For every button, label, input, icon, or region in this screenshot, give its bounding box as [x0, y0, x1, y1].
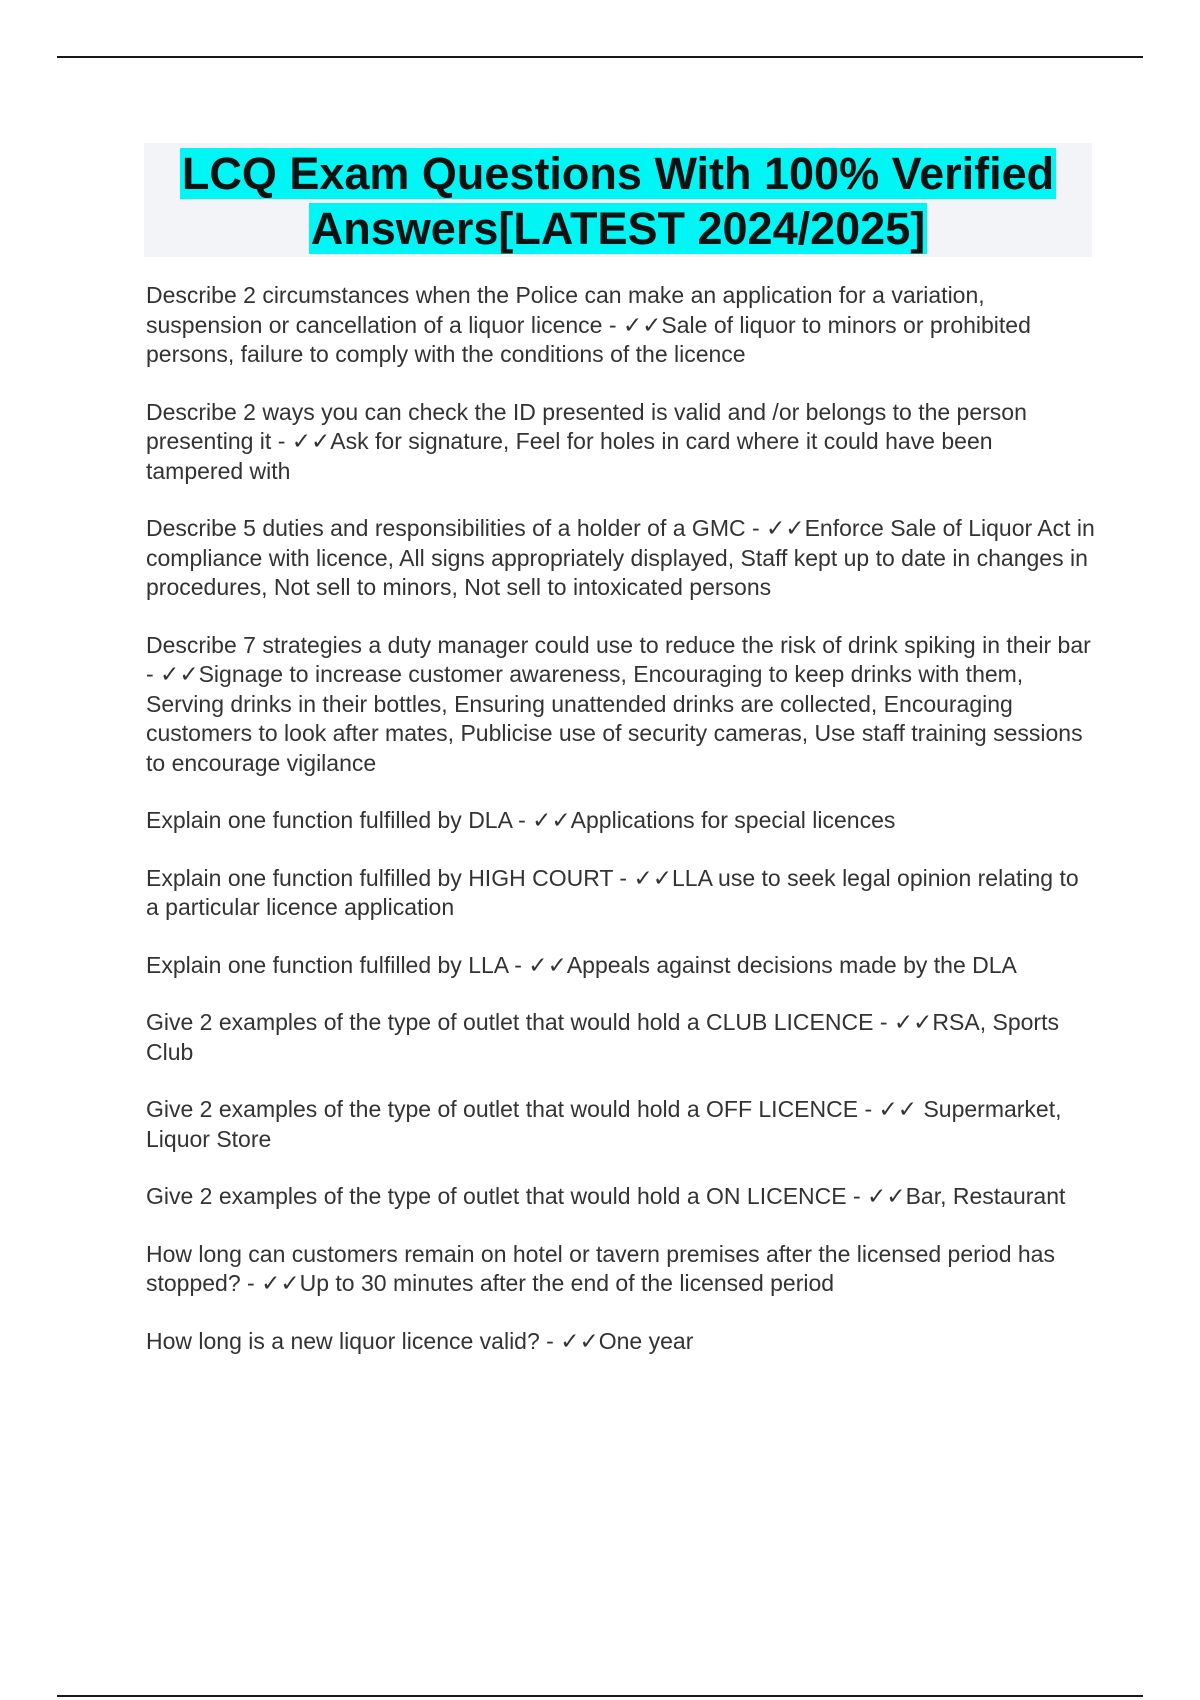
qa-item: How long can customers remain on hotel or tavern premises after the licensed period has stopped? - ✓✓Up to 30 minutes after the end of the licensed period	[146, 1240, 1055, 1296]
title-line-1: LCQ Exam Questions With 100% Verified	[181, 148, 1055, 199]
qa-item: Explain one function fulfilled by LLA - ✓✓Appeals against decisions made by the DLA	[146, 951, 1017, 978]
qa-item: Describe 2 circumstances when the Police can make an application for a variation, suspension or cancellation of a liquor licence - ✓✓Sale of liquor to minors or prohibited persons, failure to comply with the conditions of the licence	[146, 282, 1031, 367]
qa-item: Describe 7 strategies a duty manager could use to reduce the risk of drink spiking in their bar - ✓✓Signage to increase customer awareness, Encouraging to keep drinks with them, Serving drinks in their bottles, Ensuring unattended drinks are collected, Encouraging customers to look after mates, Publicise use of security cameras, Use staff training sessions to encourage vigilance	[146, 631, 1091, 776]
qa-item: Give 2 examples of the type of outlet that would hold a OFF LICENCE - ✓✓ Supermarket, Liquor Store	[146, 1096, 1062, 1152]
qa-item: How long is a new liquor licence valid? - ✓✓One year	[146, 1327, 694, 1354]
title-line-2: Answers[LATEST 2024/2025]	[310, 203, 926, 254]
page-title	[144, 143, 1092, 256]
qa-item: Explain one function fulfilled by DLA - ✓✓Applications for special licences	[146, 807, 896, 833]
qa-item: Give 2 examples of the type of outlet that would hold a CLUB LICENCE - ✓✓RSA, Sports Club	[146, 1009, 1059, 1065]
qa-item: Describe 2 ways you can check the ID presented is valid and /or belongs to the person presenting it - ✓✓Ask for signature, Feel for holes in card where it could have been tampered with	[146, 398, 1027, 484]
header-rule	[57, 56, 1143, 58]
qa-item: Describe 5 duties and responsibilities of a holder of a GMC - ✓✓Enforce Sale of Liquor Act in compliance with licence, All signs appropriately displayed, Staff kept up to date in changes in procedures, Not sell to minors, Not sell to intoxicated persons	[146, 515, 1095, 600]
qa-item: Explain one function fulfilled by HIGH COURT - ✓✓LLA use to seek legal opinion relating to a particular licence application	[146, 864, 1079, 920]
title-block	[144, 143, 1092, 257]
footer-rule	[57, 1695, 1143, 1697]
qa-list	[146, 281, 1096, 1384]
qa-item: Give 2 examples of the type of outlet that would hold a ON LICENCE - ✓✓Bar, Restaurant	[146, 1183, 1066, 1209]
